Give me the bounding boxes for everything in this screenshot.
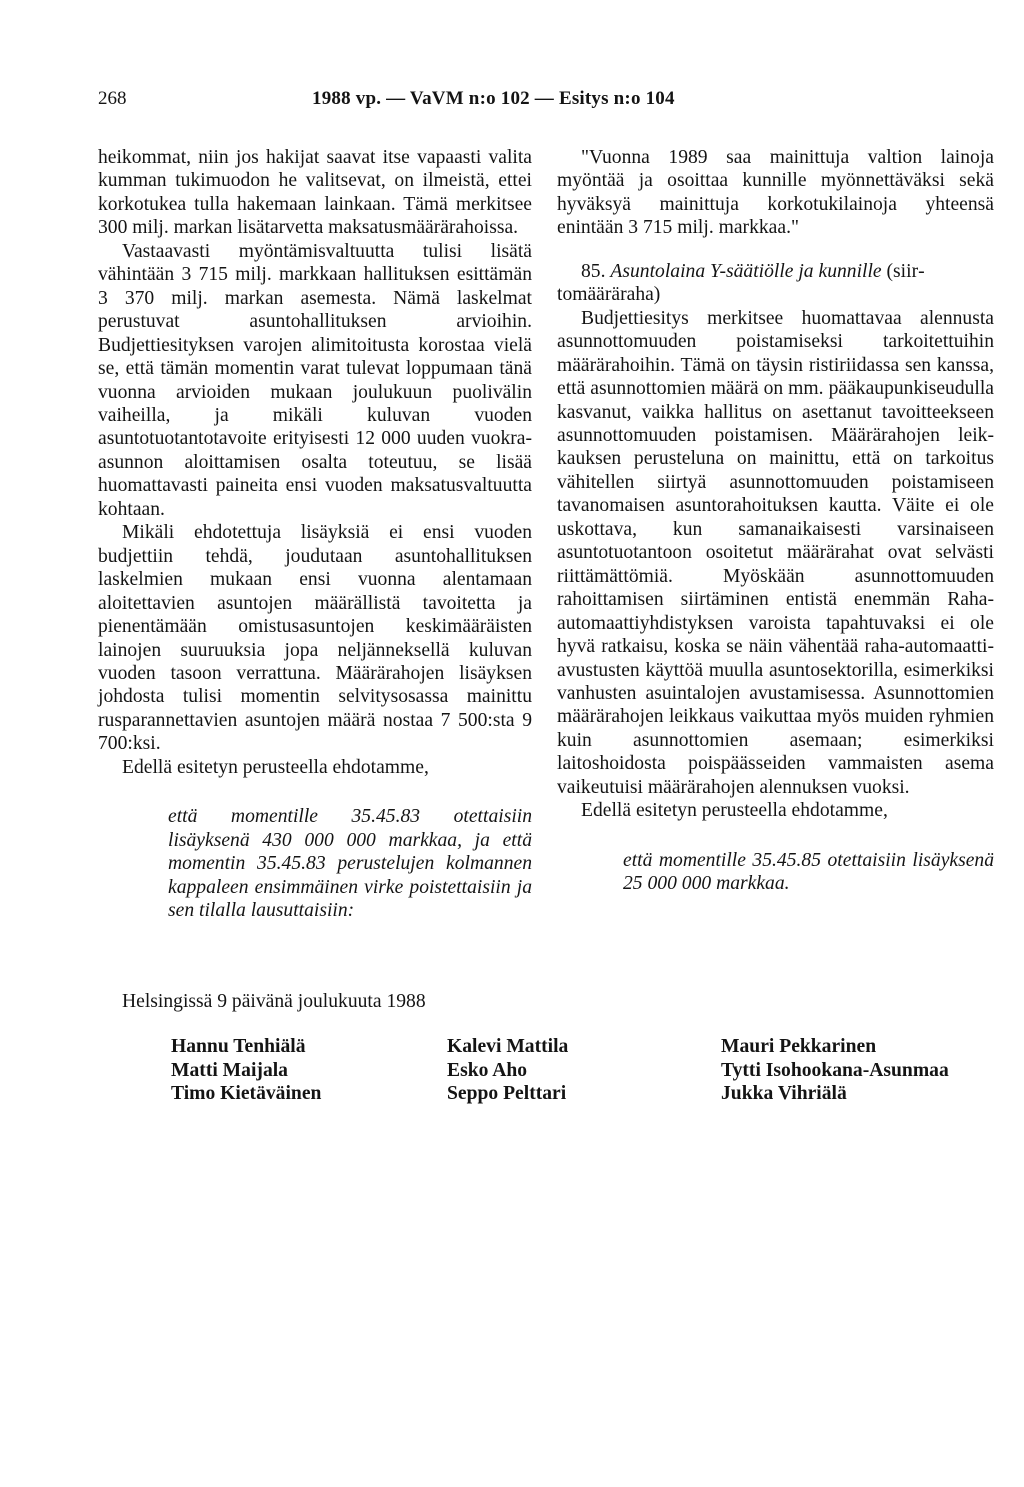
left-proposal: että momentille 35.45.83 otettaisiin lisäyksenä 430 000 000 markkaa, ja että momentin 35.45.83 perustelujen kolmannen kappaleen ensimmäinen virke poistettaisiin ja sen tilalla lausuttaisiin: [168,806,532,922]
running-head: 1988 vp. — VaVM n:o 102 — Esitys n:o 104 [312,88,675,109]
signature-name: Hannu Tenhiälä [171,1036,306,1057]
left-paragraph-2: Vastaavasti myöntämisvaltuutta tulisi lisätä vähintään 3 715 milj. markkaan hallituksen esittämän 3 370 milj. markan asemesta. Nämä laskelmat perustuvat asuntohallituksen arvioihin. Budjettiesityksen varojen alimitoitusta korostaa vielä se, että tämän momentin varat tulevat loppumaan tänä vuonna arvioiden mukaan joulukuun puolivälin vaiheilla, ja mikäli kuluvan vuoden asuntotuotantotavoite erityisesti 12 000 uuden vuokra-asunnon aloittamisen osalta toteutuu, se lisää huomattavasti paineita ensi vuoden maksatusvaltuutta kohtaan. [98,240,532,520]
left-paragraph-4: Edellä esitetyn perusteella ehdotamme, [122,756,429,778]
signature-name: Esko Aho [447,1059,528,1081]
page-header [0,88,1024,118]
right-paragraph-1: Budjettiesitys merkitsee huomattavaa alennusta asunnottomuuden poistamiseksi tarkoitettuihin määrärahoihin. Tämä on täysin ristiriidassa sen kanssa, että asunnottomien määrä on mm. pääkaupunkiseudulla kasvanut, vaikka hallitus on asettanut tavoitteekseen asunnottomuuden poistamisen. Määrärahojen leikkauksen perusteluna on mainittu, että on tarkoitus vähitellen siirtyä asunnottomuuden poistamiseen tavanomaisen asuntorahoituksen kautta. Väite ei ole uskottava, kun samanaikaisesti varsinaiseen asuntotuotantoon osoitetut määrärahat ovat selvästi riittämättömiä. Myöskään asunnottomuuden rahoittamisen siirtäminen entistä enemmän Raha-automaattiyhdistyksen varoista tapahtuvaksi ei ole hyvä ratkaisu, koska se näin vähentää raha-automaattiavustusten käyttöä muulla asuntosektorilla, esimerkiksi vanhusten asuintalojen avustamisessa. Asunnottomien määrärahojen leikkaus vaikuttaa myös muiden ryhmien kuin asunnottomien asemaan; esimerkiksi laitoshoidosta poispäässeiden vammaisten asema vaikeutuisi määrärahojen alennuksen vuoksi. [557,307,994,798]
signature-column-1 [171,1035,321,1106]
signature-column-2 [447,1035,568,1106]
signature-name: Seppo Pelttari [447,1083,567,1104]
right-proposal: että momentille 35.45.85 otettaisiin lisäyksenä 25 000 000 markkaa. [623,849,994,895]
left-paragraph-1: heikommat, niin jos hakijat saavat itse vapaasti valita kumman tukimuodon he valitsevat, on ilmeistä, ettei korkotukea tulla hakemaan lainkaan. Tämä merkitsee 300 milj. markan lisätarvetta maksatusmäärärahoissa. [98,147,532,239]
item-number: 85. [581,260,606,282]
right-column [557,146,994,896]
right-paragraph-2: Edellä esitetyn perusteella ehdotamme, [581,800,888,822]
signature-column-3 [721,1035,949,1106]
page-number: 268 [98,88,127,109]
item-heading [557,260,994,307]
signature-name: Timo Kietäväinen [171,1083,322,1104]
signature-name: Mauri Pekkarinen [721,1036,877,1057]
signoff-line: Helsingissä 9 päivänä joulukuuta 1988 [122,991,426,1012]
signature-name: Matti Maijala [171,1059,288,1081]
signature-name: Tytti Isohookana-Asunmaa [721,1059,949,1081]
item-suffix: (siirtomääräraha) [557,260,925,306]
item-title: Asuntolaina Y-säätiölle ja kunnille [610,260,882,282]
left-paragraph-3: Mikäli ehdotettuja lisäyksiä ei ensi vuoden budjettiin tehdä, joudutaan asuntohallituksen laskelmien mukaan ensi vuonna alentamaan aloitettavien asuntojen määrällistä tavoitetta ja pienentämään omistusasuntojen keskimääräisten lainojen suuruuksia jopa neljänneksellä kuluvan vuoden tasoon verrattuna. Määrärahojen lisäyksen johdosta tulisi momentin selvitysosassa mainittu rusparannettavien asuntojen määrä nostaa 7 500:sta 9 700:ksi. [98,522,532,755]
left-column [98,146,532,923]
signature-name: Kalevi Mattila [447,1036,569,1057]
quoted-statement: "Vuonna 1989 saa mainittuja valtion lainoja myöntää ja osoittaa kunnille myönnettäväksi sekä hyväksyä mainittuja korkotukilainoja yhteensä enintään 3 715 milj. markkaa." [557,147,994,239]
signature-name: Jukka Vihriälä [721,1083,847,1104]
